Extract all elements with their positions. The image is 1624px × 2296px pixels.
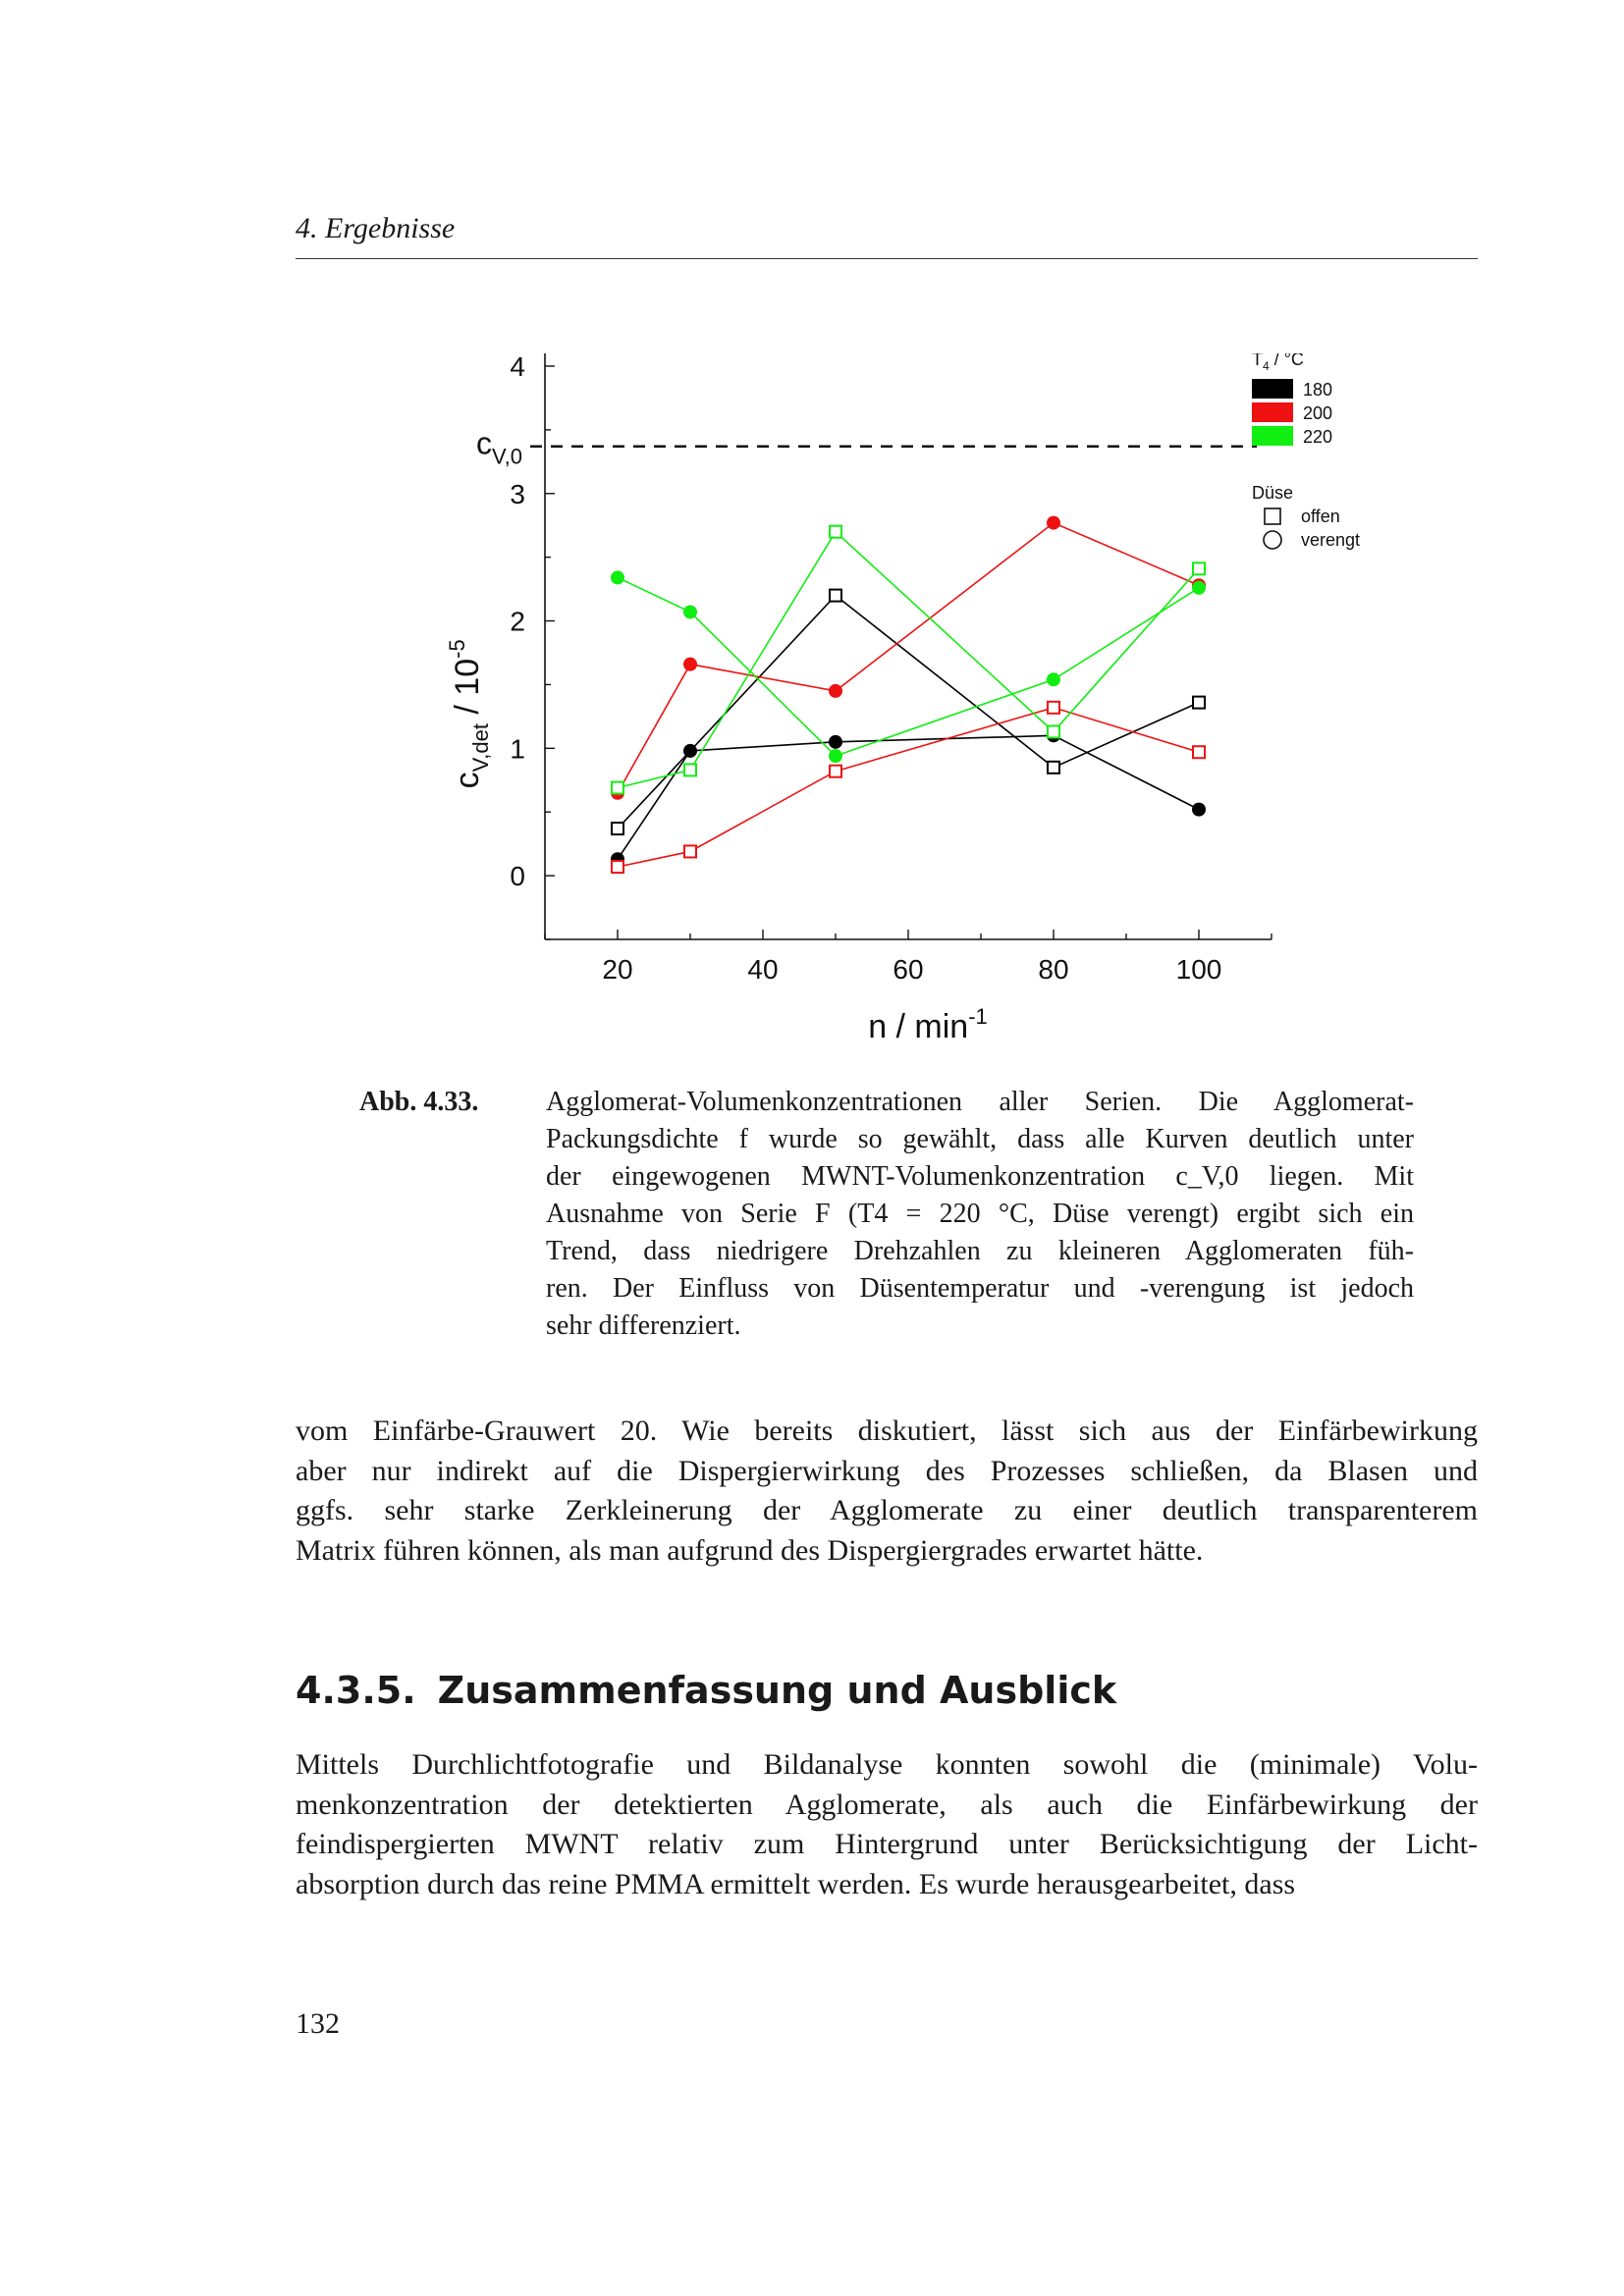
x-axis-label-main: n / min [868, 1008, 969, 1045]
caption-line: ren. Der Einfluss von Düsentemperatur und -verengung ist jedoch [546, 1273, 1414, 1304]
series-line [618, 523, 1199, 793]
data-point-square [1193, 562, 1205, 574]
x-tick-label: 80 [1038, 954, 1069, 985]
y-tick-label: 4 [510, 353, 525, 382]
figure-chart [432, 353, 1394, 1060]
y-tick-label: 3 [510, 478, 525, 509]
legend-temp-title [1252, 353, 1304, 373]
y-tick-label: 2 [510, 606, 525, 637]
paragraph-1-line: ggfs. sehr starke Zerkleinerung der Agglomerate zu einer deutlich transparenterem [296, 1494, 1478, 1526]
x-tick-label: 100 [1175, 954, 1222, 985]
data-point-circle [1047, 672, 1060, 686]
data-point-circle [683, 744, 697, 758]
legend-nozzle-title: Düse [1252, 483, 1294, 503]
data-point-circle [683, 605, 697, 618]
data-point-square [684, 845, 696, 857]
y-axis-label-part: -5 [445, 639, 469, 659]
x-axis-label [868, 1004, 988, 1045]
x-tick-label: 60 [893, 954, 924, 985]
data-point-square [612, 782, 623, 794]
x-tick-label: 20 [602, 954, 633, 985]
data-point-square [1193, 746, 1205, 758]
legend-temp-label: 180 [1303, 380, 1333, 400]
x-axis-label-sup: -1 [968, 1004, 988, 1029]
legend-nozzle-label: offen [1301, 507, 1340, 526]
legend-swatch [1252, 402, 1293, 422]
legend-nozzle-label: verengt [1301, 530, 1361, 550]
data-point-circle [683, 658, 697, 671]
data-point-circle [829, 735, 842, 749]
legend-swatch [1252, 426, 1293, 446]
reference-label-main: c [476, 425, 492, 461]
caption-line: der eingewogenen MWNT-Volumenkonzentration c_V,0 liegen. Mit [546, 1161, 1414, 1192]
legend-temp-label: 220 [1303, 427, 1333, 447]
y-tick-label: 0 [510, 861, 525, 892]
data-point-square [1193, 697, 1205, 709]
data-point-circle [829, 684, 842, 698]
paragraph-1-line: vom Einfärbe-Grauwert 20. Wie bereits diskutiert, lässt sich aus der Einfärbewirkung [296, 1415, 1478, 1447]
caption-label: Abb. 4.33. [359, 1087, 479, 1117]
data-point-square [612, 861, 623, 873]
paragraph-2-line: Mittels Durchlichtfotografie und Bildanalyse konnten sowohl die (minimale) Volu- [296, 1748, 1478, 1781]
data-point-circle [1192, 581, 1206, 595]
figure-caption [359, 1084, 1414, 1345]
legend-square-marker [1265, 508, 1280, 524]
y-axis-label-part: V,det [468, 723, 493, 773]
data-point-circle [611, 570, 624, 584]
series-line [618, 596, 1199, 829]
legend-swatch [1252, 379, 1293, 399]
data-point-square [830, 590, 841, 602]
data-point-circle [829, 749, 842, 763]
section-number: 4.3.5. [296, 1669, 416, 1712]
caption-line: sehr differenziert. [546, 1310, 741, 1341]
paragraph-1-line: Matrix führen können, als man aufgrund des Dispergiergrades erwartet hätte. [296, 1533, 1204, 1567]
section-heading [296, 1669, 1116, 1712]
y-axis-label-part: / 10 [449, 658, 486, 724]
section-title-text: Zusammenfassung und Ausblick [437, 1669, 1117, 1712]
data-point-square [1048, 762, 1059, 774]
reference-line-label [476, 426, 522, 469]
caption-line: Ausnahme von Serie F (T4 = 220 °C, Düse verengt) ergibt sich ein [546, 1199, 1414, 1229]
paragraph-2-line: absorption durch das reine PMMA ermittelt werden. Es wurde herausgearbeitet, dass [296, 1867, 1296, 1900]
series-line [618, 735, 1199, 859]
x-tick-label: 40 [747, 954, 779, 985]
caption-line: Trend, dass niedrigere Drehzahlen zu kleineren Agglomeraten füh- [546, 1236, 1414, 1266]
caption-line: Packungsdichte f wurde so gewählt, dass alle Kurven deutlich unter [546, 1124, 1414, 1154]
caption-text [546, 1084, 1414, 1345]
running-head: 4. Ergebnisse [296, 212, 456, 244]
series-line [618, 708, 1199, 867]
data-point-circle [1192, 803, 1206, 817]
legend-temp-label: 200 [1303, 403, 1333, 423]
data-point-square [684, 764, 696, 775]
paragraph-2-line: menkonzentration der detektierten Agglomerate, als auch die Einfärbewirkung der [296, 1788, 1478, 1821]
data-point-square [1048, 725, 1059, 737]
body-paragraph-2 [296, 1745, 1478, 1904]
y-axis-label [445, 639, 493, 788]
reference-label-sub: V,0 [492, 444, 523, 469]
legend-title-rest: / °C [1269, 353, 1304, 369]
legend-title-main: T [1252, 353, 1263, 369]
paragraph-1-line: aber nur indirekt auf die Dispergierwirkung des Prozesses schließen, da Blasen und [296, 1454, 1478, 1487]
data-point-square [830, 526, 841, 538]
data-point-circle [1047, 516, 1060, 530]
y-tick-label: 1 [510, 733, 525, 765]
body-paragraph-1 [296, 1412, 1478, 1571]
data-point-square [612, 823, 623, 834]
page-number: 132 [296, 2007, 340, 2040]
legend-title-sub: 4 [1263, 359, 1270, 373]
caption-line: Agglomerat-Volumenkonzentrationen aller Serien. Die Agglomerat- [546, 1087, 1414, 1117]
legend-circle-marker [1264, 531, 1281, 549]
y-axis-label-part: c [449, 772, 486, 789]
paragraph-2-line: feindispergierten MWNT relativ zum Hintergrund unter Berücksichtigung der Licht- [296, 1828, 1478, 1860]
header-rule [296, 258, 1478, 259]
data-point-square [830, 766, 841, 777]
data-point-square [1048, 702, 1059, 714]
